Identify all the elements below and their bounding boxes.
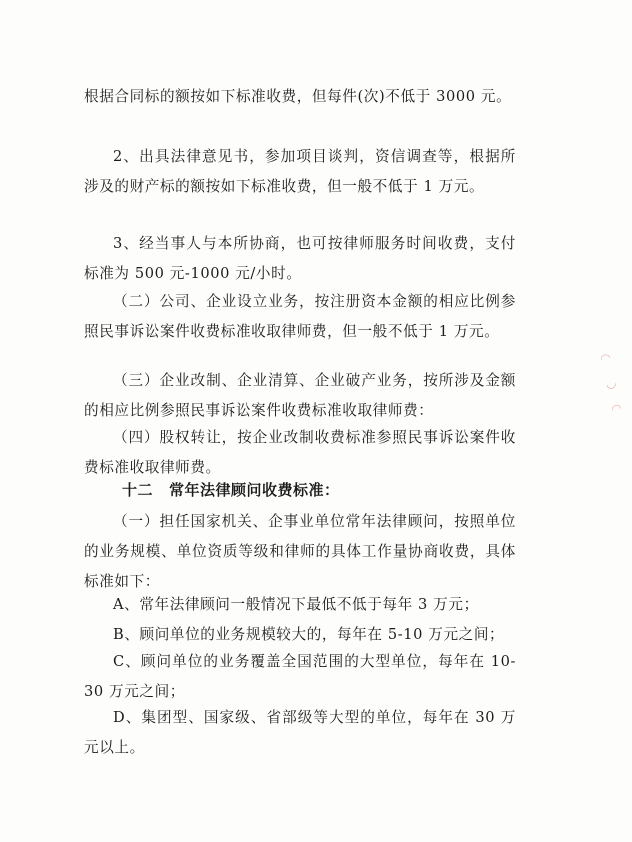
section-heading	[122, 475, 340, 505]
section-title: 常年法律顾问收费标准：	[169, 481, 340, 499]
list-item-d: D、集团型、国家级、省部级等大型的单位，每年在 30 万元以上。	[84, 709, 516, 756]
paragraph-continuation: 根据合同标的额按如下标准收费，但每件(次)不低于 3000 元。	[84, 88, 512, 105]
paragraph-item-2: 2、出具法律意见书，参加项目谈判，资信调查等，根据所涉及的财产标的额按如下标准收费，但一般不低于 1 万元。	[84, 148, 516, 195]
list-item-b: B、顾问单位的业务规模较大的，每年在 5-10 万元之间；	[113, 626, 505, 643]
seal-stamp-mark: ◠ ◡ ◠	[597, 349, 626, 421]
paragraph-item-3: 3、经当事人与本所协商，也可按律师服务时间收费，支付标准为 500 元-1000 元/小时。	[84, 235, 516, 282]
paragraph-legal-advisor: （一）担任国家机关、企事业单位常年法律顾问，按照单位的业务规模、单位资质等级和律师的具体工作量协商收费，具体标准如下：	[84, 513, 516, 590]
paragraph-company-setup: （二）公司、企业设立业务，按注册资本金额的相应比例参照民事诉讼案件收费标准收取律师费，但一般不低于 1 万元。	[84, 293, 516, 340]
paragraph-equity-transfer: （四）股权转让，按企业改制收费标准参照民事诉讼案件收费标准收取律师费。	[84, 429, 516, 476]
paragraph-enterprise-restructure: （三）企业改制、企业清算、企业破产业务，按所涉及金额的相应比例参照民事诉讼案件收费标准收取律师费：	[84, 372, 516, 419]
list-item-c: C、顾问单位的业务覆盖全国范围的大型单位，每年在 10-30 万元之间；	[84, 653, 516, 700]
section-number: 十二	[122, 481, 154, 499]
list-item-a: A、常年法律顾问一般情况下最低不低于每年 3 万元；	[113, 596, 479, 613]
